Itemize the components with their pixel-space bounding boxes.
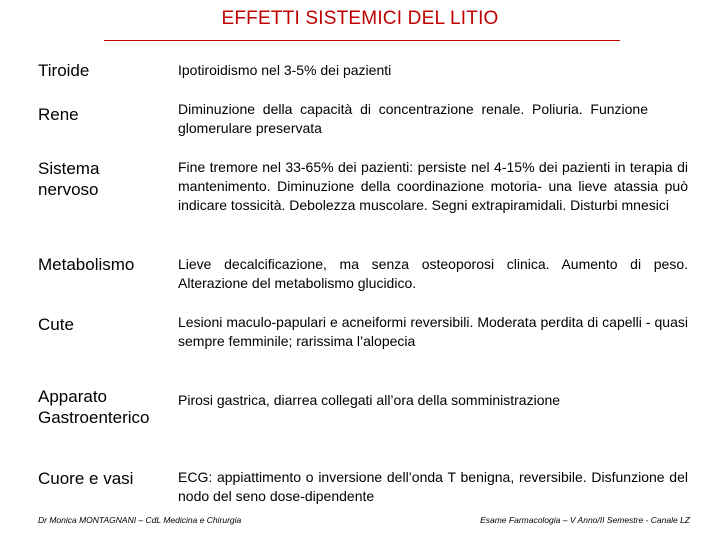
row-description: Ipotiroidismo nel 3-5% dei pazienti: [178, 62, 392, 78]
row-description: Fine tremore nel 33-65% dei pazienti: persiste nel 4-15% dei pazienti in terapia di mantenimento. Diminuzione della coordinazione motoria- una lieve atassia può indicare tossicità. Debolezza muscolare. Segni extrapiramidali. Disturbi mnesici: [178, 159, 688, 213]
row-description: Pirosi gastrica, diarrea collegati all’ora della somministrazione: [178, 392, 561, 408]
slide-title: EFFETTI SISTEMICI DEL LITIO: [221, 8, 499, 29]
row-label: Rene: [38, 105, 79, 124]
footer-author: Dr Monica MONTAGNANI – CdL Medicina e Chirurgia: [38, 515, 242, 525]
row-description: Lieve decalcificazione, ma senza osteoporosi clinica. Aumento di peso. Alterazione del metabolismo glucidico.: [178, 256, 688, 291]
row-label: Metabolismo: [38, 255, 135, 274]
title-underline: [104, 40, 620, 41]
row-description: ECG: appiattimento o inversione dell’onda T benigna, reversibile. Disfunzione del nodo del seno dose-dipendente: [178, 469, 688, 504]
footer-course: Esame Farmacologia – V Anno/II Semestre - Canale LZ: [480, 515, 690, 525]
row-label: Tiroide: [38, 61, 90, 80]
row-description: Diminuzione della capacità di concentrazione renale. Poliuria. Funzione glomerulare preservata: [178, 101, 648, 136]
row-label: Sistema nervoso: [38, 159, 100, 199]
row-label: Cuore e vasi: [38, 469, 134, 488]
row-description: Lesioni maculo-papulari e acneiformi reversibili. Moderata perdita di capelli - quasi sempre femminile; rarissima l’alopecia: [178, 314, 688, 349]
row-label: Apparato Gastroenterico: [38, 387, 150, 427]
row-label: Cute: [38, 315, 74, 334]
